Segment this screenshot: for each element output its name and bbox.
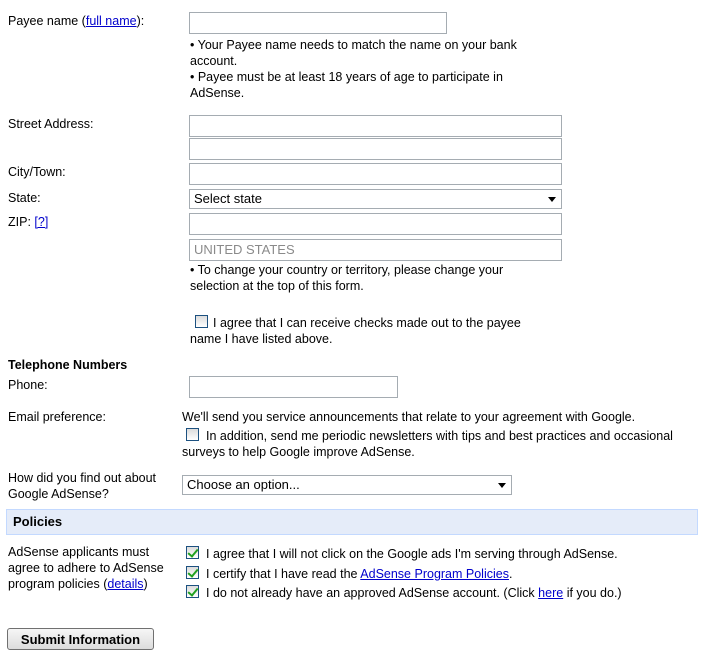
chevron-down-icon — [498, 483, 506, 488]
policy-no-account-label: I do not already have an approved AdSense account. (Click here if you do.) — [206, 586, 622, 600]
referral-label: How did you find out about Google AdSense? — [8, 471, 157, 501]
policies-details-link[interactable]: details — [107, 577, 144, 591]
agree-checks-label: I agree that I can receive checks made out to the payee name I have listed above. — [190, 316, 521, 346]
state-label: State: — [8, 191, 41, 205]
state-select-value: Select state — [194, 191, 262, 206]
email-preference-label: Email preference: — [8, 410, 106, 424]
policies-description: AdSense applicants must agree to adhere to AdSense program policies (details) — [8, 545, 164, 591]
policy-no-account-checkbox[interactable] — [186, 585, 199, 598]
referral-select[interactable] — [182, 475, 512, 495]
policy-certify-checkbox[interactable] — [186, 566, 199, 579]
street-address-line2-input[interactable] — [189, 138, 562, 160]
telephone-heading: Telephone Numbers — [8, 358, 128, 372]
zip-help-link[interactable]: [?] — [34, 215, 49, 229]
city-input[interactable] — [189, 163, 562, 185]
full-name-link[interactable]: full name — [85, 14, 137, 28]
newsletter-label: In addition, send me periodic newsletters with tips and best practices and occasional surveys to help Google improve AdSense. — [182, 429, 673, 459]
payee-name-note-age: • Payee must be at least 18 years of age to participate in AdSense. — [190, 70, 503, 100]
state-select[interactable] — [189, 189, 562, 209]
street-address-label: Street Address: — [8, 117, 94, 131]
country-note: • To change your country or territory, please change your selection at the top of this form. — [190, 263, 504, 293]
policy-certify-label: I certify that I have read the AdSense Program Policies. — [206, 567, 513, 581]
email-preference-info: We'll send you service announcements that relate to your agreement with Google. — [182, 410, 636, 424]
adsense-program-policies-link[interactable]: AdSense Program Policies — [360, 567, 509, 581]
chevron-down-icon — [548, 197, 556, 202]
policies-heading: Policies — [6, 509, 698, 535]
phone-input[interactable] — [189, 376, 398, 398]
zip-input[interactable] — [189, 213, 562, 235]
country-input: UNITED STATES — [189, 239, 562, 261]
policy-no-click-label: I agree that I will not click on the Google ads I'm serving through AdSense. — [206, 547, 618, 561]
city-label: City/Town: — [8, 165, 66, 179]
street-address-line1-input[interactable] — [189, 115, 562, 137]
payee-name-label: Payee name (full name): — [8, 14, 145, 28]
phone-label: Phone: — [8, 378, 48, 392]
existing-account-here-link[interactable]: here — [538, 586, 564, 600]
zip-label: ZIP: [?] — [8, 215, 49, 229]
referral-select-value: Choose an option... — [187, 477, 300, 492]
policy-no-click-checkbox[interactable] — [186, 546, 199, 559]
submit-information-button[interactable]: Submit Information — [7, 628, 154, 650]
payee-name-input[interactable] — [189, 12, 447, 34]
payee-name-note-match: • Your Payee name needs to match the name on your bank account. — [190, 38, 517, 68]
